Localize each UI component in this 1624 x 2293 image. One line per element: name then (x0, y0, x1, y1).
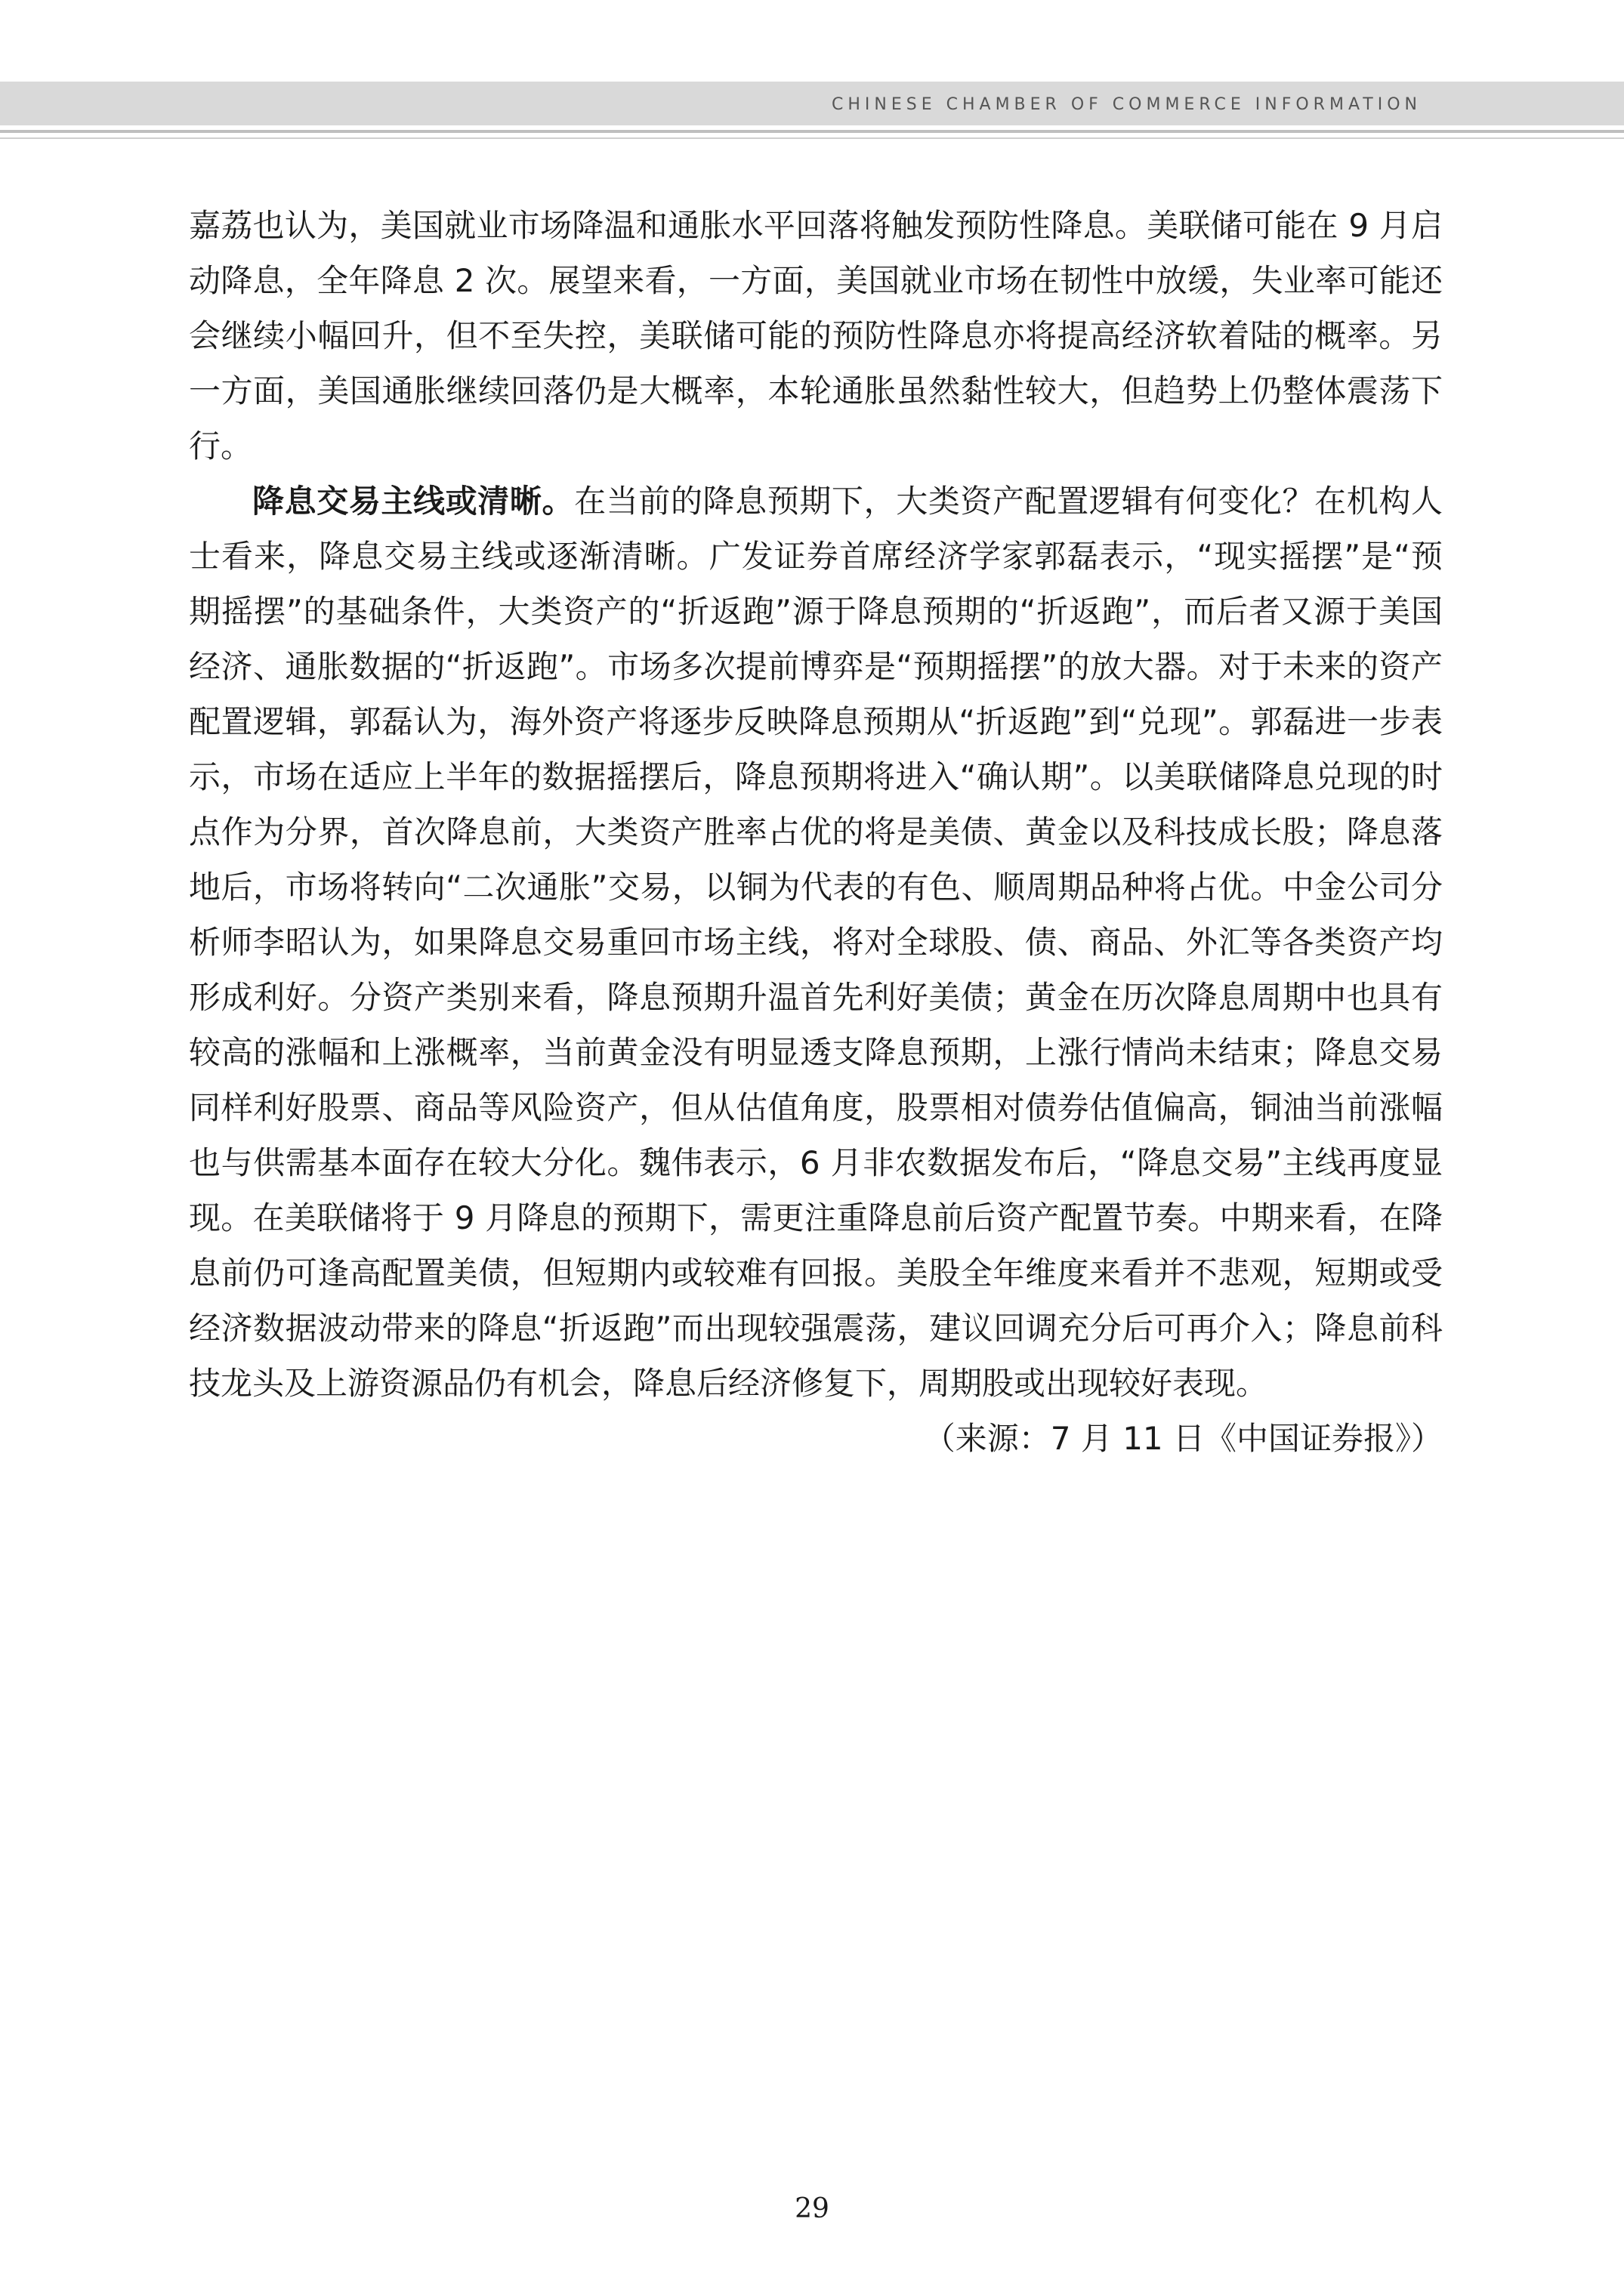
paragraph-2-body: 在当前的降息预期下，大类资产配置逻辑有何变化？在机构人士看来，降息交易主线或逐渐清晰。广发证券首席经济学家郭磊表示，“现实摇摆”是“预期摇摆”的基础条件，大类资产的“折返跑”源于降息预期的“折返跑”，而后者又源于美国经济、通胀数据的“折返跑”。市场多次提前博弈是“预期摇摆”的放大器。对于未来的资产配置逻辑，郭磊认为，海外资产将逐步反映降息预期从“折返跑”到“兑现”。郭磊进一步表示，市场在适应上半年的数据摇摆后，降息预期将进入“确认期”。以美联储降息兑现的时点作为分界，首次降息前，大类资产胜率占优的将是美债、黄金以及科技成长股；降息落地后，市场将转向“二次通胀”交易，以铜为代表的有色、顺周期品种将占优。中金公司分析师李昭认为，如果降息交易重回市场主线，将对全球股、债、商品、外汇等各类资产均形成利好。分资产类别来看，降息预期升温首先利好美债；黄金在历次降息周期中也具有较高的涨幅和上涨概率，当前黄金没有明显透支降息预期，上涨行情尚未结束；降息交易同样利好股票、商品等风险资产，但从估值角度，股票相对债券估值偏高，铜油当前涨幅也与供需基本面存在较大分化。魏伟表示，6 月非农数据发布后，“降息交易”主线再度显现。在美联储将于 9 月降息的预期下，需更注重降息前后资产配置节奏。中期来看，在降息前仍可逢高配置美债，但短期内或较难有回报。美股全年维度来看并不悲观，短期或受经济数据波动带来的降息“折返跑”而出现较强震荡，建议回调充分后可再介入；降息前科技龙头及上游资源品仍有机会，降息后经济修复下，周期股或出现较好表现。 (189, 483, 1443, 1402)
paragraph-2-lead: 降息交易主线或清晰。 (252, 483, 575, 520)
header-title: CHINESE CHAMBER OF COMMERCE INFORMATION (832, 95, 1422, 114)
article-body (189, 198, 1443, 1466)
paragraph-1: 嘉荔也认为，美国就业市场降温和通胀水平回落将触发预防性降息。美联储可能在 9 月启动降息，全年降息 2 次。展望来看，一方面，美国就业市场在韧性中放缓，失业率可能还会继续小幅回升，但不至失控，美联储可能的预防性降息亦将提高经济软着陆的概率。另一方面，美国通胀继续回落仍是大概率，本轮通胀虽然黏性较大，但趋势上仍整体震荡下行。 (189, 207, 1443, 464)
article-source: （来源：7 月 11 日《中国证券报》） (923, 1420, 1443, 1457)
header-rule-thin (0, 137, 1624, 139)
paragraph-2 (189, 474, 1443, 1411)
page-number: 29 (795, 2193, 829, 2224)
header-rule (0, 130, 1624, 133)
